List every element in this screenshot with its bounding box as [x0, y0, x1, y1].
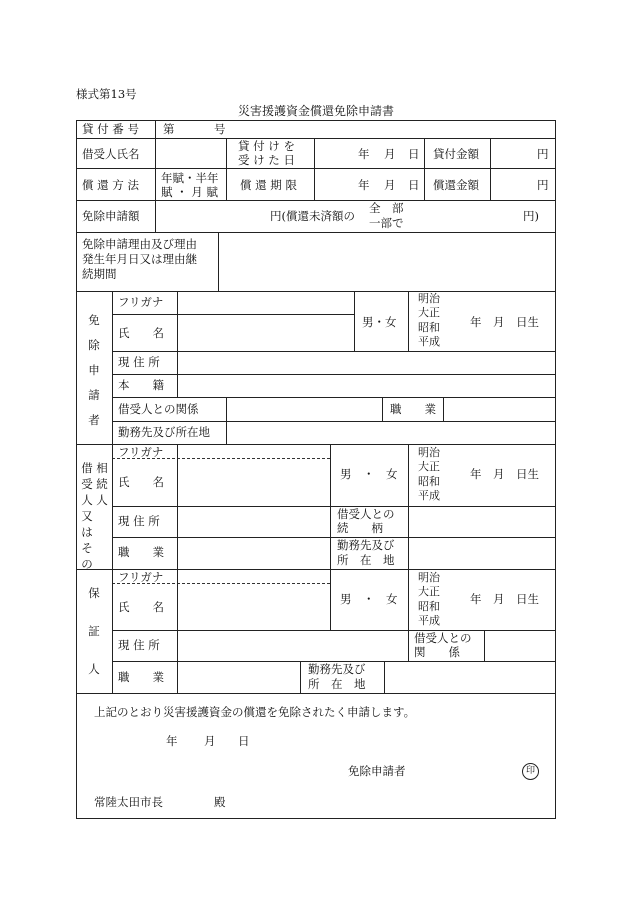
- recipient-name: 常陸太田市長: [94, 795, 163, 809]
- exemption-amount-label: 免除申請額: [82, 209, 140, 223]
- repay-amount-unit: 円: [537, 178, 549, 192]
- form-title: 災害援護資金償還免除申請書: [238, 104, 395, 118]
- applicant-era-heisei: 平成: [418, 335, 440, 348]
- seal-mark: 印: [522, 763, 539, 780]
- heir-relation-label-1: 借受人との: [337, 507, 395, 521]
- applicant-signature-label: 免除申請者: [348, 764, 406, 778]
- form-number: 様式第13号: [76, 87, 137, 101]
- heir-furigana-label: フリガナ: [118, 445, 164, 459]
- loan-number-go: 号: [214, 122, 226, 136]
- guarantor-sex: 男 ・ 女: [340, 592, 398, 606]
- applicant-birth: 年 月 日生: [470, 315, 539, 329]
- heir-sex: 男 ・ 女: [340, 467, 398, 481]
- guarantor-relation-label-2: 関 係: [414, 645, 460, 659]
- guarantor-name-label: 氏 名: [118, 600, 164, 614]
- loan-amount-unit: 円: [537, 147, 549, 161]
- loan-amount-label: 貸付金額: [433, 147, 479, 161]
- applicant-era-taisho: 大正: [418, 306, 440, 319]
- exemption-amount-close: 円): [523, 209, 539, 223]
- heir-era-heisei: 平成: [418, 489, 440, 502]
- loan-date-year: 年: [358, 147, 370, 161]
- repay-period-label: 償 還 期 限: [240, 178, 297, 192]
- loan-date-label-1: 貸 付 け を: [238, 139, 295, 153]
- heir-era-meiji: 明治: [418, 446, 440, 459]
- repay-amount-label: 償還金額: [433, 178, 479, 192]
- applicant-era-meiji: 明治: [418, 292, 440, 305]
- guarantor-era-showa: 昭和: [418, 600, 440, 613]
- honorific: 殿: [214, 795, 226, 809]
- heir-era-showa: 昭和: [418, 475, 440, 488]
- applicant-furigana-label: フリガナ: [118, 295, 164, 309]
- guarantor-era-meiji: 明治: [418, 571, 440, 584]
- guarantor-workplace-label-2: 所 在 地: [308, 677, 366, 691]
- guarantor-address-label: 現 住 所: [118, 638, 160, 652]
- applicant-section-char: 者: [88, 413, 100, 427]
- applicant-section-char: 免: [88, 313, 100, 327]
- repay-method-label: 償 還 方 法: [82, 178, 139, 192]
- declaration-text: 上記のとおり災害援護資金の償還を免除されたく申請します。: [94, 705, 416, 719]
- applicant-section-char: 申: [88, 363, 100, 377]
- applicant-relation-label: 借受人との関係: [118, 402, 199, 416]
- applicant-workplace-label: 勤務先及び所在地: [118, 425, 210, 439]
- guarantor-birth: 年 月 日生: [470, 592, 539, 606]
- loan-number-dai: 第: [163, 122, 175, 136]
- heir-relation-label-2: 続 柄: [337, 521, 383, 535]
- exemption-part: 一部で: [369, 216, 404, 230]
- guarantor-workplace-label-1: 勤務先及び: [308, 662, 366, 676]
- heir-birth: 年 月 日生: [470, 467, 539, 481]
- heir-address-label: 現 住 所: [118, 514, 160, 528]
- reason-line-2: 発生年月日又は理由継: [82, 252, 197, 266]
- repay-period-month: 月: [384, 178, 396, 192]
- reason-line-3: 続期間: [82, 267, 117, 281]
- heir-workplace-label-2: 所 在 地: [337, 553, 395, 567]
- loan-date-month: 月: [384, 147, 396, 161]
- reason-line-1: 免除申請理由及び理由: [82, 237, 197, 251]
- borrower-name-label: 借受人氏名: [82, 147, 140, 161]
- guarantor-section-label: 保 証 人: [88, 586, 100, 676]
- applicant-occupation-label: 職 業: [390, 402, 436, 416]
- loan-date-day: 日: [408, 147, 420, 161]
- heir-workplace-label-1: 勤務先及び: [337, 538, 395, 552]
- heir-section-label-col1: 借 受 人 又 は そ の: [81, 461, 93, 571]
- applicant-name-label: 氏 名: [118, 326, 164, 340]
- date-year: 年: [166, 734, 178, 748]
- guarantor-relation-label-1: 借受人との: [414, 631, 472, 645]
- guarantor-furigana-label: フリガナ: [118, 570, 164, 584]
- guarantor-era-taisho: 大正: [418, 585, 440, 598]
- applicant-section-char: 除: [88, 338, 100, 352]
- applicant-era-showa: 昭和: [418, 321, 440, 334]
- exemption-all: 全 部: [369, 201, 404, 215]
- heir-name-label: 氏 名: [118, 475, 164, 489]
- guarantor-occupation-label: 職 業: [118, 670, 164, 684]
- date-month: 月: [204, 734, 216, 748]
- repay-period-day: 日: [408, 178, 420, 192]
- heir-occupation-label: 職 業: [118, 545, 164, 559]
- applicant-address-label: 現 住 所: [118, 355, 160, 369]
- loan-date-label-2: 受 け た 日: [238, 153, 295, 167]
- loan-number-label: 貸 付 番 号: [82, 122, 139, 136]
- date-day: 日: [238, 734, 250, 748]
- repay-method-option-1: 年賦・半年: [161, 171, 219, 185]
- guarantor-era-heisei: 平成: [418, 614, 440, 627]
- exemption-amount-text: 円(償還未済額の: [270, 209, 355, 223]
- repay-period-year: 年: [358, 178, 370, 192]
- applicant-section-label: [87, 312, 101, 428]
- repay-method-option-2: 賦 ・ 月 賦: [161, 185, 218, 199]
- applicant-sex: 男・女: [362, 315, 397, 329]
- applicant-domicile-label: 本 籍: [118, 378, 164, 392]
- applicant-section-char: 請: [88, 388, 100, 402]
- heir-section-label-col2: 相 続 人: [96, 461, 108, 507]
- heir-era-taisho: 大正: [418, 460, 440, 473]
